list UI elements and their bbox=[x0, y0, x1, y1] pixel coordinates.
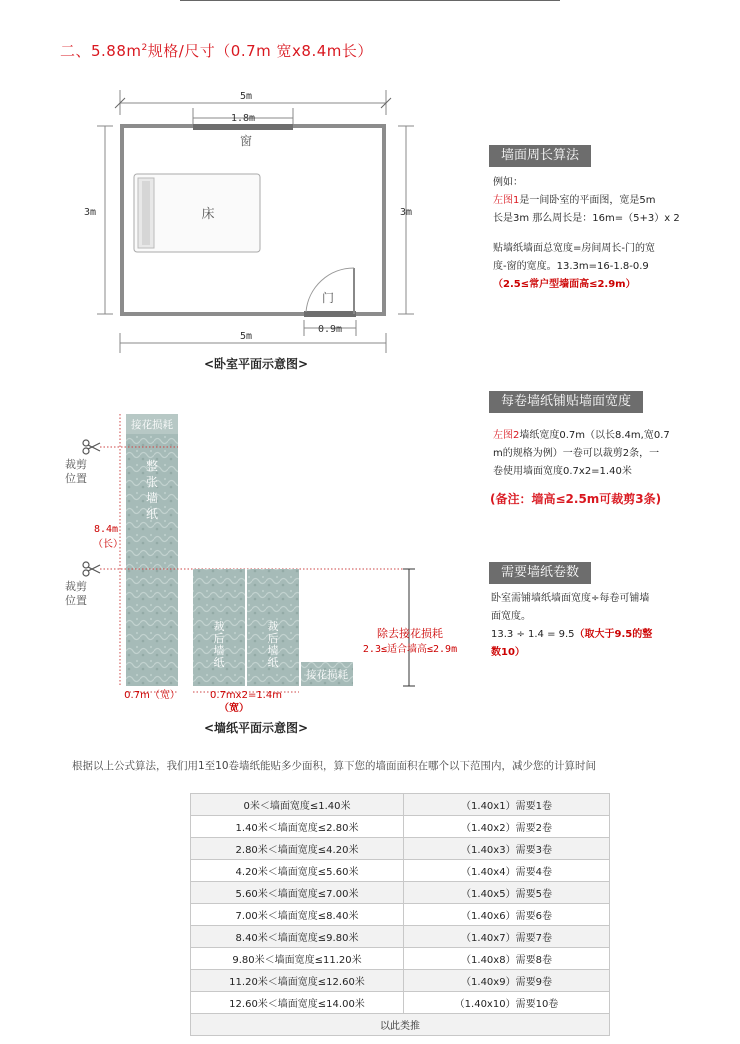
range-cell: 12.60米＜墙面宽度≤14.00米 bbox=[191, 992, 404, 1014]
range-cell: 0米＜墙面宽度≤1.40米 bbox=[191, 794, 404, 816]
perimeter-line-1: 例如： bbox=[493, 177, 523, 188]
floor-plan bbox=[84, 90, 414, 371]
count-text bbox=[491, 590, 711, 662]
full-paper-char-4: 纸 bbox=[145, 507, 159, 521]
scissors-icon bbox=[83, 440, 100, 454]
table-row bbox=[191, 794, 610, 816]
dim-door: 0.9m bbox=[317, 324, 343, 335]
scissors-icon bbox=[83, 562, 100, 576]
cut-paper-1-char-4: 纸 bbox=[213, 656, 225, 669]
dim-right: 3m bbox=[399, 207, 413, 218]
cut-paper-2-char-4: 纸 bbox=[267, 656, 279, 669]
window-label: 窗 bbox=[239, 134, 253, 148]
deduct-label-1: 除去接花损耗 bbox=[377, 627, 443, 640]
perimeter-line-3: 长是3m 那么周长是：16m=（5+3）x 2 bbox=[493, 213, 680, 224]
range-cell: 2.80米＜墙面宽度≤4.20米 bbox=[191, 838, 404, 860]
rolls-cell: （1.40x8）需要8卷 bbox=[404, 948, 610, 970]
rolls-cell: （1.40x3）需要3卷 bbox=[404, 838, 610, 860]
section-heading: 二、$5.88m^2$规格/尺寸（0.7m 宽x8.4m长） bbox=[60, 42, 373, 60]
table-row bbox=[191, 992, 610, 1014]
roll-note: (备注：墙高≤2.5m可裁剪3条) bbox=[490, 492, 662, 506]
table-row bbox=[191, 926, 610, 948]
cut-paper-1-char-1: 裁 bbox=[213, 620, 225, 633]
rolls-cell: （1.40x5）需要5卷 bbox=[404, 882, 610, 904]
rolls-cell: （1.40x2）需要2卷 bbox=[404, 816, 610, 838]
dim-bottom-width: 5m bbox=[239, 331, 253, 342]
perimeter-title: 墙面周长算法 bbox=[489, 145, 591, 167]
perimeter-line-2: 左图1是一间卧室的平面图，宽是5m bbox=[493, 195, 656, 206]
full-paper-char-1: 整 bbox=[145, 459, 159, 473]
range-cell: 8.40米＜墙面宽度≤9.80米 bbox=[191, 926, 404, 948]
table-footer: 以此类推 bbox=[191, 1014, 610, 1036]
count-line-1: 卧室需铺墙纸墙面宽度÷每卷可铺墙 bbox=[491, 593, 650, 604]
wallpaper-diagram bbox=[65, 414, 457, 735]
rolls-cell: （1.40x10）需要10卷 bbox=[404, 992, 610, 1014]
roll-line-2: m的规格为例）一卷可以裁剪2条，一 bbox=[493, 448, 660, 459]
full-paper-char-2: 张 bbox=[145, 475, 159, 489]
table-footer-row bbox=[191, 1014, 610, 1036]
cut-position-2-line-1: 裁剪 bbox=[65, 580, 87, 593]
table-row bbox=[191, 860, 610, 882]
count-line-4: 数10） bbox=[491, 647, 525, 658]
dim-window: 1.8m bbox=[230, 113, 256, 124]
cut-paper-2-char-3: 墙 bbox=[267, 644, 279, 657]
perimeter-line-6: （2.5≤常户型墙面高≤2.9m） bbox=[493, 279, 636, 290]
range-cell: 4.20米＜墙面宽度≤5.60米 bbox=[191, 860, 404, 882]
cut-paper-2-char-2: 后 bbox=[267, 632, 279, 645]
table-row bbox=[191, 970, 610, 992]
roll-text bbox=[493, 427, 713, 481]
count-line-3: 13.3 ÷ 1.4 = 9.5（取大于9.5的整 bbox=[491, 629, 653, 640]
deduct-label-2: 2.3≤适合墙高≤2.9m bbox=[362, 644, 458, 655]
intro-text: 根据以上公式算法，我们用1至10卷墙纸能贴多少面积，算下您的墙面面积在哪个以下范围内，减少您的计算时间 bbox=[72, 760, 597, 772]
double-width-sub: （宽） bbox=[219, 703, 249, 714]
cut-position-2-line-2: 位置 bbox=[65, 594, 87, 607]
table-row bbox=[191, 904, 610, 926]
double-width-label: 0.7mx2=1.4m bbox=[210, 690, 282, 701]
cut-position-1-line-1: 裁剪 bbox=[65, 458, 87, 471]
floorplan-caption: <卧室平面示意图> bbox=[203, 357, 309, 371]
table-row bbox=[191, 838, 610, 860]
dim-left: 3m bbox=[83, 207, 97, 218]
rolls-cell: （1.40x7）需要7卷 bbox=[404, 926, 610, 948]
full-paper-char-3: 墙 bbox=[145, 491, 159, 505]
table-row bbox=[191, 816, 610, 838]
range-cell: 7.00米＜墙面宽度≤8.40米 bbox=[191, 904, 404, 926]
waste-strip-label: 接花损耗 bbox=[306, 669, 348, 681]
cut-position-1-line-2: 位置 bbox=[65, 472, 87, 485]
range-cell: 11.20米＜墙面宽度≤12.60米 bbox=[191, 970, 404, 992]
bed-label: 床 bbox=[201, 207, 215, 222]
range-cell: 5.60米＜墙面宽度≤7.00米 bbox=[191, 882, 404, 904]
roll-line-3: 卷使用墙面宽度0.7x2=1.40米 bbox=[493, 466, 632, 477]
length-label: 8.4m bbox=[93, 524, 119, 535]
rolls-cell: （1.40x9）需要9卷 bbox=[404, 970, 610, 992]
perimeter-line-5: 度-窗的宽度。13.3m=16-1.8-0.9 bbox=[493, 261, 649, 272]
cut-paper-2-char-1: 裁 bbox=[267, 620, 279, 633]
rolls-cell: （1.40x6）需要6卷 bbox=[404, 904, 610, 926]
roll-title: 每卷墙纸铺贴墙面宽度 bbox=[489, 391, 643, 413]
count-line-2: 面宽度。 bbox=[491, 611, 531, 622]
dim-top-width: 5m bbox=[239, 91, 253, 102]
count-title: 需要墙纸卷数 bbox=[489, 562, 591, 584]
range-cell: 1.40米＜墙面宽度≤2.80米 bbox=[191, 816, 404, 838]
door-label: 门 bbox=[321, 291, 335, 305]
cut-paper-1-char-3: 墙 bbox=[213, 644, 225, 657]
wallpaper-caption: <墙纸平面示意图> bbox=[203, 721, 309, 735]
top-strip-waste-label: 接花损耗 bbox=[131, 419, 173, 431]
table-row bbox=[191, 948, 610, 970]
cut-paper-1-char-2: 后 bbox=[213, 632, 225, 645]
rolls-cell: （1.40x1）需要1卷 bbox=[404, 794, 610, 816]
roll-line-1: 左图2墙纸宽度0.7m（以长8.4m,宽0.7 bbox=[493, 430, 670, 441]
range-cell: 9.80米＜墙面宽度≤11.20米 bbox=[191, 948, 404, 970]
width-label: 0.7m（宽） bbox=[124, 690, 180, 701]
length-label-sub: （长） bbox=[93, 539, 123, 550]
perimeter-text bbox=[493, 174, 713, 294]
rolls-cell: （1.40x4）需要4卷 bbox=[404, 860, 610, 882]
perimeter-line-4: 贴墙纸墙面总宽度=房间周长-门的宽 bbox=[493, 243, 655, 254]
table-row bbox=[191, 882, 610, 904]
roll-count-table bbox=[190, 793, 610, 1036]
